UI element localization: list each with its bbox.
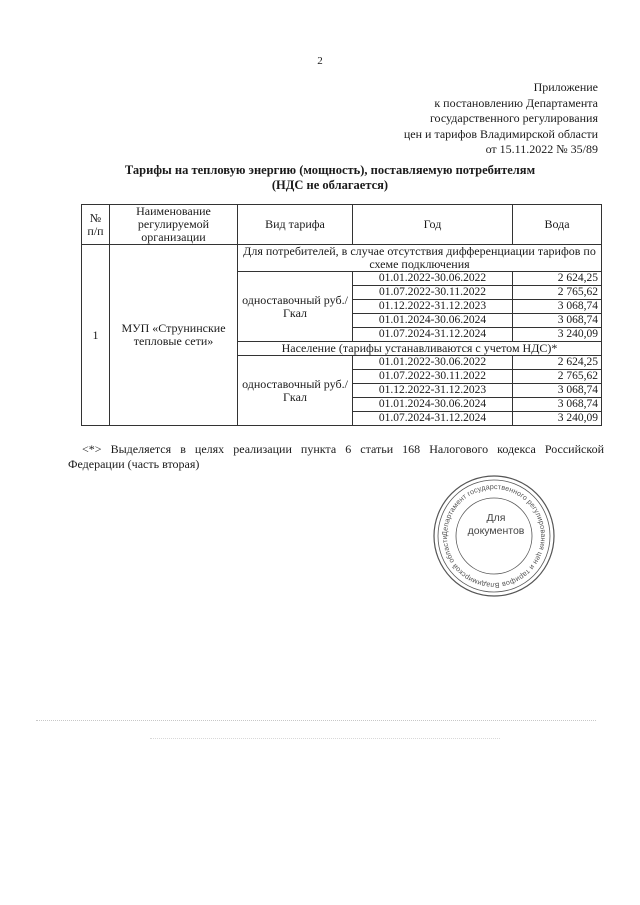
appendix-line: от 15.11.2022 № 35/89	[485, 142, 598, 156]
period-cell: 01.12.2022-31.12.2023	[353, 300, 513, 314]
row-number: 1	[82, 245, 110, 426]
appendix-line: государственного регулирования	[429, 111, 598, 125]
footnote-line-2: Федерации (часть вторая)	[68, 456, 200, 471]
value-cell: 2 624,25	[513, 272, 602, 286]
footnote-line-1: <*> Выделяется в целях реализации пункта 6 статьи 168 Налогового кодекса Российской	[82, 442, 604, 456]
organization-name: МУП «Струнинские тепловые сети»	[110, 245, 238, 426]
scan-artifact-line	[150, 738, 500, 741]
stamp-label	[466, 512, 526, 538]
value-cell: 2 765,62	[513, 370, 602, 384]
value-cell: 3 068,74	[513, 314, 602, 328]
value-cell: 3 240,09	[513, 328, 602, 342]
appendix-line: к постановлению Департамента	[434, 95, 598, 110]
appendix-line: цен и тарифов Владимирской области	[403, 126, 598, 141]
period-cell: 01.07.2022-30.11.2022	[353, 370, 513, 384]
footnote	[68, 442, 604, 471]
appendix-line: Приложение	[533, 80, 598, 94]
header-num: № п/п	[82, 205, 110, 245]
value-cell: 3 068,74	[513, 384, 602, 398]
table-header-row	[82, 205, 602, 245]
period-cell: 01.01.2022-30.06.2022	[353, 356, 513, 370]
scan-artifact-line	[36, 720, 596, 723]
period-cell: 01.12.2022-31.12.2023	[353, 384, 513, 398]
page-number: 2	[317, 55, 323, 67]
header-org: Наименование регулируемой организации	[110, 205, 238, 245]
period-cell: 01.07.2024-31.12.2024	[353, 328, 513, 342]
group-title: Население (тарифы устанавливаются с учетом НДС)*	[238, 342, 602, 356]
title-line-2: (НДС не облагается)	[271, 178, 389, 192]
period-cell: 01.01.2024-30.06.2024	[353, 314, 513, 328]
value-cell: 3 068,74	[513, 398, 602, 412]
stamp-ring-text: Департамент государственного регулирования цен и тарифов Владимирской области	[439, 481, 549, 591]
tariff-table	[81, 204, 602, 426]
appendix-block	[338, 80, 598, 158]
value-cell: 2 624,25	[513, 356, 602, 370]
stamp-label-line-1: Для	[486, 512, 506, 524]
header-year: Год	[353, 205, 513, 245]
header-type: Вид тарифа	[238, 205, 353, 245]
header-water: Вода	[513, 205, 602, 245]
tariff-type: одноставочный руб./Гкал	[238, 272, 353, 342]
value-cell: 3 240,09	[513, 412, 602, 426]
table-row	[82, 245, 602, 272]
tariff-type: одноставочный руб./Гкал	[238, 356, 353, 426]
stamp-label-line-2: документов	[467, 525, 525, 537]
title-line-1: Тарифы на тепловую энергию (мощность), поставляемую потребителям	[124, 163, 536, 177]
group-title: Для потребителей, в случае отсутствия дифференциации тарифов по схеме подключения	[238, 245, 602, 272]
period-cell: 01.07.2024-31.12.2024	[353, 412, 513, 426]
value-cell: 3 068,74	[513, 300, 602, 314]
period-cell: 01.01.2024-30.06.2024	[353, 398, 513, 412]
period-cell: 01.07.2022-30.11.2022	[353, 286, 513, 300]
period-cell: 01.01.2022-30.06.2022	[353, 272, 513, 286]
document-title	[60, 163, 600, 193]
value-cell: 2 765,62	[513, 286, 602, 300]
